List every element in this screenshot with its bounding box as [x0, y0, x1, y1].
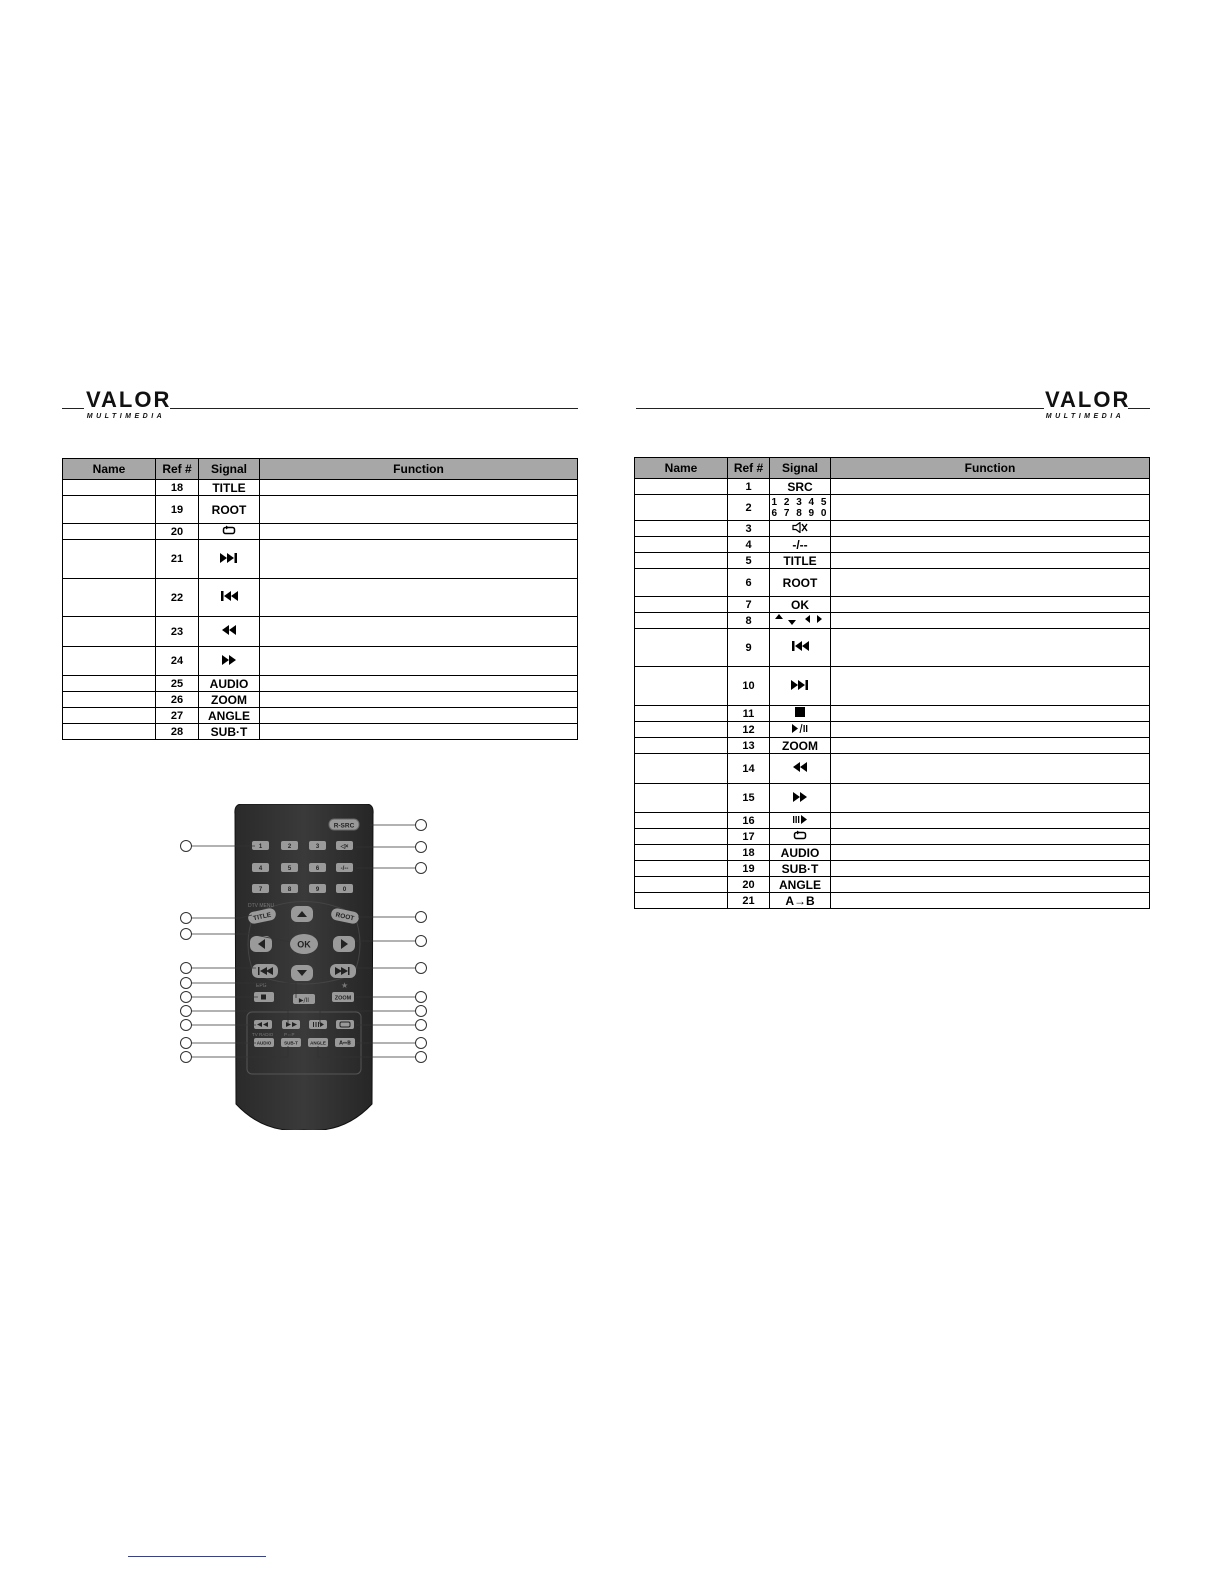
- col-ref-header: Ref #: [156, 459, 199, 480]
- previous-track-icon: [791, 641, 809, 651]
- signal-cell: [199, 579, 260, 617]
- table-row: [635, 569, 1150, 597]
- signal-cell: [770, 813, 831, 829]
- left-spec-table: [62, 458, 578, 740]
- ref-cell: 14: [728, 754, 770, 784]
- next-track-icon: [220, 553, 238, 563]
- right-header-rule-a: [636, 408, 1044, 409]
- table-row: [635, 479, 1150, 495]
- signal-cell: AUDIO: [199, 676, 260, 692]
- callout-circle: [415, 991, 427, 1003]
- signal-cell: -/--: [770, 537, 831, 553]
- callout-circle: [180, 912, 192, 924]
- table-row: [63, 676, 578, 692]
- ref-cell: 20: [728, 877, 770, 893]
- ref-cell: 19: [156, 496, 199, 524]
- signal-cell: [770, 495, 831, 521]
- left-valor-logo: [86, 387, 172, 420]
- signal-cell: AUDIO: [770, 845, 831, 861]
- table-row: [63, 617, 578, 647]
- signal-cell: TITLE: [770, 553, 831, 569]
- left-header-rule-a: [62, 408, 84, 409]
- callout-circle: [180, 928, 192, 940]
- ref-cell: 20: [156, 524, 199, 540]
- ref-cell: 5: [728, 553, 770, 569]
- callout-circle: [415, 962, 427, 974]
- ok-button-label: OK: [297, 939, 311, 950]
- callout-circle: [415, 935, 427, 947]
- table-row: [635, 722, 1150, 738]
- callout-circle: [180, 962, 192, 974]
- digits-signal: 1 2 3 4 5 6 7 8 9 0: [771, 496, 829, 519]
- ref-cell: 24: [156, 647, 199, 676]
- table-row: [63, 496, 578, 524]
- col-function-header: Function: [831, 458, 1150, 479]
- repeat-icon: [793, 830, 807, 840]
- tv-radio-label: TV RADIO: [252, 1032, 274, 1037]
- repeat-icon: [222, 525, 236, 535]
- signal-cell: [770, 521, 831, 537]
- table-row: [63, 524, 578, 540]
- digit-9-label: 9: [315, 887, 320, 893]
- src-label: R-SRC: [333, 822, 355, 830]
- signal-cell: OK: [770, 597, 831, 613]
- callout-circle: [415, 1005, 427, 1017]
- ab-button-label: A↔B: [339, 1040, 351, 1047]
- callout-circle: [180, 977, 192, 989]
- table-row: [635, 667, 1150, 706]
- fast-forward-icon: [221, 655, 237, 665]
- digit-8-label: 8: [287, 887, 292, 893]
- ref-cell: 18: [728, 845, 770, 861]
- ref-cell: 21: [156, 540, 199, 579]
- ref-cell: 26: [156, 692, 199, 708]
- ref-cell: 2: [728, 495, 770, 521]
- table-row: [635, 537, 1150, 553]
- ref-cell: 19: [728, 861, 770, 877]
- next-track-icon: [791, 680, 809, 690]
- table-row: [63, 540, 578, 579]
- right-spec-table: [634, 457, 1150, 909]
- ref-cell: 27: [156, 708, 199, 724]
- play-pause-icon: [791, 724, 809, 733]
- callout-circle: [415, 1051, 427, 1063]
- remote-control-illustration: [234, 804, 374, 1130]
- ref-cell: 16: [728, 813, 770, 829]
- signal-cell: [770, 722, 831, 738]
- ref-cell: 10: [728, 667, 770, 706]
- col-signal-header: Signal: [199, 459, 260, 480]
- title-button-label: TITLE: [252, 911, 272, 923]
- signal-cell: [199, 540, 260, 579]
- table-header-row: [63, 459, 578, 480]
- signal-cell: ANGLE: [199, 708, 260, 724]
- signal-cell: ROOT: [199, 496, 260, 524]
- pnp-label: P⇔P: [284, 1032, 295, 1037]
- table-row: [63, 692, 578, 708]
- right-valor-logo: [1045, 387, 1131, 420]
- signal-cell: ANGLE: [770, 877, 831, 893]
- table-row: [635, 893, 1150, 909]
- ref-cell: 6: [728, 569, 770, 597]
- table-row: [63, 647, 578, 676]
- fast-forward-icon: [792, 792, 808, 802]
- digit-3-label: 3: [315, 844, 320, 850]
- callout-circle: [415, 819, 427, 831]
- digit-5-label: 5: [287, 866, 292, 872]
- table-header-row: [635, 458, 1150, 479]
- signal-cell: [770, 629, 831, 667]
- zoom-button-label: ZOOM: [334, 995, 352, 1002]
- table-row: [63, 579, 578, 617]
- col-function-header: Function: [260, 459, 578, 480]
- callout-circle: [415, 1019, 427, 1031]
- ref-cell: 8: [728, 613, 770, 629]
- signal-cell: A→B: [770, 893, 831, 909]
- callout-circle: [180, 1019, 192, 1031]
- signal-cell: SUB·T: [199, 724, 260, 740]
- star-label: ★: [341, 981, 349, 990]
- slow-icon: [792, 815, 808, 824]
- table-row: [635, 613, 1150, 629]
- signal-cell: [770, 784, 831, 813]
- callout-circle: [180, 1051, 192, 1063]
- rewind-icon: [792, 762, 808, 772]
- ref-cell: 12: [728, 722, 770, 738]
- subt-button-label: SUB-T: [284, 1040, 298, 1046]
- table-row: [635, 629, 1150, 667]
- signal-cell: [770, 754, 831, 784]
- callout-circle: [415, 862, 427, 874]
- ref-cell: 4: [728, 537, 770, 553]
- dtv-menu-label: DTV MENU: [248, 903, 275, 909]
- table-row: [635, 813, 1150, 829]
- right-logo-brand: VALOR: [1045, 387, 1131, 412]
- signal-cell: [770, 829, 831, 845]
- signal-cell: ZOOM: [770, 738, 831, 754]
- table-row: [635, 597, 1150, 613]
- right-header-rule-b: [1128, 408, 1150, 409]
- audio-button-label: AUDIO: [256, 1040, 272, 1046]
- table-row: [635, 829, 1150, 845]
- digit-0-label: 0: [342, 887, 347, 893]
- callout-circle: [180, 991, 192, 1003]
- table-row: [635, 495, 1150, 521]
- callout-circle: [180, 840, 192, 852]
- table-row: [635, 521, 1150, 537]
- signal-cell: [770, 613, 831, 629]
- signal-cell: ROOT: [770, 569, 831, 597]
- digit-4-label: 4: [258, 866, 263, 872]
- table-row: [635, 861, 1150, 877]
- table-row: [635, 845, 1150, 861]
- ref-cell: 3: [728, 521, 770, 537]
- left-logo-brand: VALOR: [86, 387, 172, 412]
- arrow-keys-icon: [775, 613, 825, 625]
- play-pause-label: ▶/II: [298, 997, 310, 1004]
- ref-cell: 7: [728, 597, 770, 613]
- angle-button-label: ANGLE: [310, 1040, 326, 1046]
- signal-cell: [199, 524, 260, 540]
- ref-cell: 23: [156, 617, 199, 647]
- ref-cell: 15: [728, 784, 770, 813]
- table-row: [635, 738, 1150, 754]
- stop-icon: [795, 707, 805, 717]
- callout-circle: [415, 911, 427, 923]
- col-name-header: Name: [635, 458, 728, 479]
- signal-cell: SUB·T: [770, 861, 831, 877]
- digit-2-label: 2: [287, 844, 292, 850]
- ref-cell: 22: [156, 579, 199, 617]
- table-row: [63, 480, 578, 496]
- table-row: [63, 708, 578, 724]
- col-ref-header: Ref #: [728, 458, 770, 479]
- table-row: [635, 706, 1150, 722]
- epg-label: EPG: [256, 983, 267, 989]
- mute-icon: [792, 522, 808, 533]
- root-button-label: ROOT: [334, 911, 355, 923]
- table-row: [635, 877, 1150, 893]
- left-logo-sub: MULTIMEDIA: [86, 413, 166, 420]
- ref-cell: 25: [156, 676, 199, 692]
- col-signal-header: Signal: [770, 458, 831, 479]
- left-header-rule-b: [170, 408, 578, 409]
- callout-circle: [415, 1037, 427, 1049]
- digit-7-label: 7: [258, 887, 263, 893]
- digit-1-label: 1: [258, 844, 263, 850]
- callout-circle: [415, 841, 427, 853]
- ref-cell: 9: [728, 629, 770, 667]
- rewind-icon: [221, 625, 237, 635]
- dash-button-label: -/--: [340, 866, 349, 872]
- signal-cell: SRC: [770, 479, 831, 495]
- table-row: [635, 754, 1150, 784]
- ref-cell: 1: [728, 479, 770, 495]
- table-row: [635, 553, 1150, 569]
- signal-cell: [199, 617, 260, 647]
- ref-cell: 13: [728, 738, 770, 754]
- col-name-header: Name: [63, 459, 156, 480]
- stop-button-icon: [261, 995, 266, 1000]
- right-logo-sub: MULTIMEDIA: [1045, 413, 1125, 420]
- signal-cell: ZOOM: [199, 692, 260, 708]
- link-underline[interactable]: [128, 1556, 266, 1557]
- mute-button-label: ◁×: [340, 844, 349, 850]
- callout-circle: [180, 1005, 192, 1017]
- callout-circle: [180, 1037, 192, 1049]
- table-row: [63, 724, 578, 740]
- previous-track-icon: [220, 591, 238, 601]
- signal-cell: [770, 706, 831, 722]
- ref-cell: 28: [156, 724, 199, 740]
- signal-cell: [770, 667, 831, 706]
- ref-cell: 18: [156, 480, 199, 496]
- signal-cell: [199, 647, 260, 676]
- table-row: [635, 784, 1150, 813]
- ref-cell: 21: [728, 893, 770, 909]
- digit-6-label: 6: [315, 866, 320, 872]
- repeat-button: [336, 1020, 354, 1029]
- ref-cell: 17: [728, 829, 770, 845]
- ref-cell: 11: [728, 706, 770, 722]
- signal-cell: TITLE: [199, 480, 260, 496]
